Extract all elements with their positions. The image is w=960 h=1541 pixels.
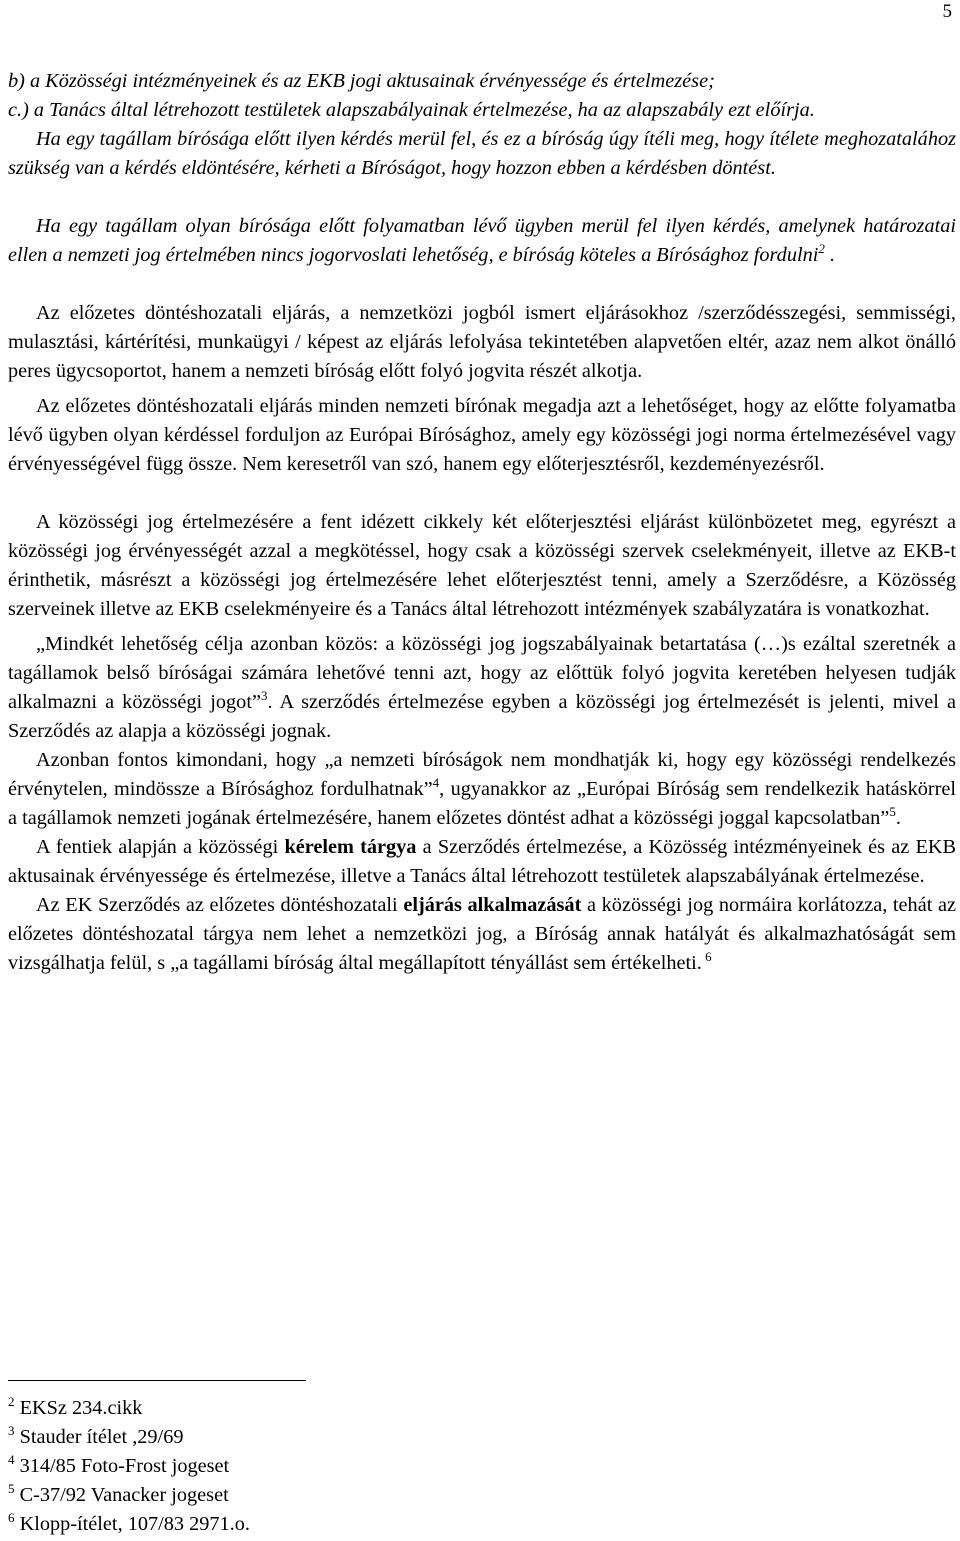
footnote-number: 2	[8, 1394, 15, 1410]
footnote-text: 314/85 Foto-Frost jogeset	[14, 1455, 230, 1477]
list-item-c: c.) a Tanács által létrehozott testületek alapszabályainak értelmezése, ha az alapszabály ezt előírja.	[8, 99, 815, 121]
footnotes	[8, 1394, 250, 1539]
footnote-number: 4	[8, 1452, 15, 1468]
footnote-text: Stauder ítélet ,29/69	[14, 1426, 184, 1448]
document-body	[8, 67, 956, 978]
footnote-number: 5	[8, 1481, 15, 1497]
quoted-paragraph-2-end: .	[824, 244, 836, 266]
paragraph-purpose-quote: „Mindkét lehetőség célja azonban közös: a közösségi jog jogszabályainak betartatása (…)s ezáltal szeretnék a tagállamok belső bíróságai számára lehetővé tenni azt, hogy az előttük folyó jogvita keretében helyesen tudják alkalmazni a közösségi jogot”	[8, 633, 956, 713]
footnote-text: C-37/92 Vanacker jogeset	[14, 1484, 229, 1506]
footnote-ref-3[interactable]: 3	[260, 688, 268, 704]
footnote-text: Klopp-ítélet, 107/83 2971.o.	[14, 1513, 250, 1535]
footnote-ref-5[interactable]: 5	[889, 804, 896, 820]
paragraph-application-part-2: a közösségi jog normáira korlátozza, tehát az előzetes döntéshozatal tárgya nem lehet a nemzetközi jog, a Bíróság annak hatályát és alkalmazhatóságát sem vizsgálhatja felül, s „a tagállami bíróság által megállapított tényállást sem értékelheti.	[8, 894, 956, 974]
footnote-text: EKSz 234.cikk	[14, 1397, 143, 1419]
quoted-paragraph-2-text: Ha egy tagállam olyan bírósága előtt folyamatban lévő ügyben merül fel ilyen kérdés, amelynek határozatai ellen a nemzeti jog értelmében nincs jogorvoslati lehetőség, e bíróság köteles a Bírósághoz fordulni	[8, 215, 956, 266]
paragraph-application	[8, 891, 956, 978]
footnote-3	[8, 1423, 250, 1452]
paragraph-subject	[8, 833, 956, 891]
footnote-6	[8, 1510, 250, 1539]
quoted-paragraph-1: Ha egy tagállam bírósága előtt ilyen kérdés merül fel, és ez a bíróság úgy ítéli meg, hogy ítélete meghozatalához szükség van a kérdés eldöntésére, kérheti a Bíróságot, hogy hozzon ebben a kérdésben döntést.	[8, 128, 956, 179]
footnote-number: 6	[8, 1510, 15, 1526]
footnote-separator	[8, 1380, 306, 1381]
paragraph-limits	[8, 746, 956, 833]
page-number: 5	[942, 1, 952, 22]
footnote-2	[8, 1394, 250, 1423]
paragraph-limits-part-2: , ugyanakkor az „Európai Bíróság sem rendelkezik hatáskörrel a tagállamok nemzeti jogának értelmezésére, hanem előzetes döntést adhat a közösségi joggal kapcsolatban”	[8, 778, 956, 829]
paragraph-application-part-1: Az EK Szerződés az előzetes döntéshozatali	[36, 894, 404, 916]
paragraph-application-bold: eljárás alkalmazását	[403, 894, 582, 916]
list-item-b: b) a Közösségi intézményeinek és az EKB jogi aktusainak érvényessége és értelmezése;	[8, 70, 715, 92]
paragraph-purpose	[8, 630, 956, 746]
paragraph-limits-end: .	[895, 807, 901, 829]
paragraph-interpretation: A közösségi jog értelmezésére a fent idézett cikkely két előterjesztési eljárást különbözetet meg, egyrészt a közösségi jog érvényességét azzal a megkötéssel, hogy csak a közösségi szervek cselekményeit, illetve az EKB-t érinthetik, másrészt a közösségi jog értelmezésére lehet előterjesztést tenni, amely a Szerződésre, a Közösség szerveinek illetve az EKB cselekményeire és a Tanács által létrehozott intézmények szabályzatára is vonatkozhat.	[8, 511, 956, 620]
footnote-ref-2[interactable]: 2	[818, 241, 825, 257]
paragraph-purpose-rest: . A szerződés értelmezése egyben a közösségi jog értelmezését is jelenti, mivel a Szerződés az alapja a közösségi jognak.	[8, 691, 956, 742]
paragraph-subject-part-1: A fentiek alapján a közösségi	[36, 836, 285, 858]
footnote-5	[8, 1481, 250, 1510]
paragraph-subject-part-2: a Szerződés értelmezése, a Közösség intézményeinek és az EKB aktusainak érvényessége és értelmezése, illetve a Tanács által létrehozott testületek alapszabályának értelmezése.	[8, 836, 957, 887]
paragraph-limits-part-1: Azonban fontos kimondani, hogy „a nemzeti bíróságok nem mondhatják ki, hogy egy közösségi rendelkezés érvénytelen, mindössze a Bírósághoz fordulhatnak”	[8, 749, 956, 800]
footnote-4	[8, 1452, 250, 1481]
quoted-paragraph-2	[8, 212, 956, 270]
paragraph-procedure-nature: Az előzetes döntéshozatali eljárás, a nemzetközi jogból ismert eljárásokhoz /szerződésszegési, semmisségi, mulasztási, kártérítési, munkaügyi / képest az eljárás lefolyása tekintetében alapvetően eltér, azaz nem alkot önálló peres ügycsoportot, hanem a nemzeti bíróság előtt folyó jogvita részét alkotja.	[8, 302, 956, 382]
paragraph-national-judge: Az előzetes döntéshozatali eljárás minden nemzeti bírónak megadja azt a lehetőséget, hogy az előtte folyamatba lévő ügyben olyan kérdéssel forduljon az Európai Bírósághoz, amely egy közösségi jogi norma értelmezésével vagy érvényességével függ össze. Nem keresetről van szó, hanem egy előterjesztésről, kezdeményezésről.	[8, 395, 956, 475]
footnote-number: 3	[8, 1423, 15, 1439]
footnote-ref-6[interactable]: 6	[701, 949, 712, 965]
paragraph-subject-bold: kérelem tárgya	[284, 836, 417, 858]
footnote-ref-4[interactable]: 4	[432, 775, 440, 791]
